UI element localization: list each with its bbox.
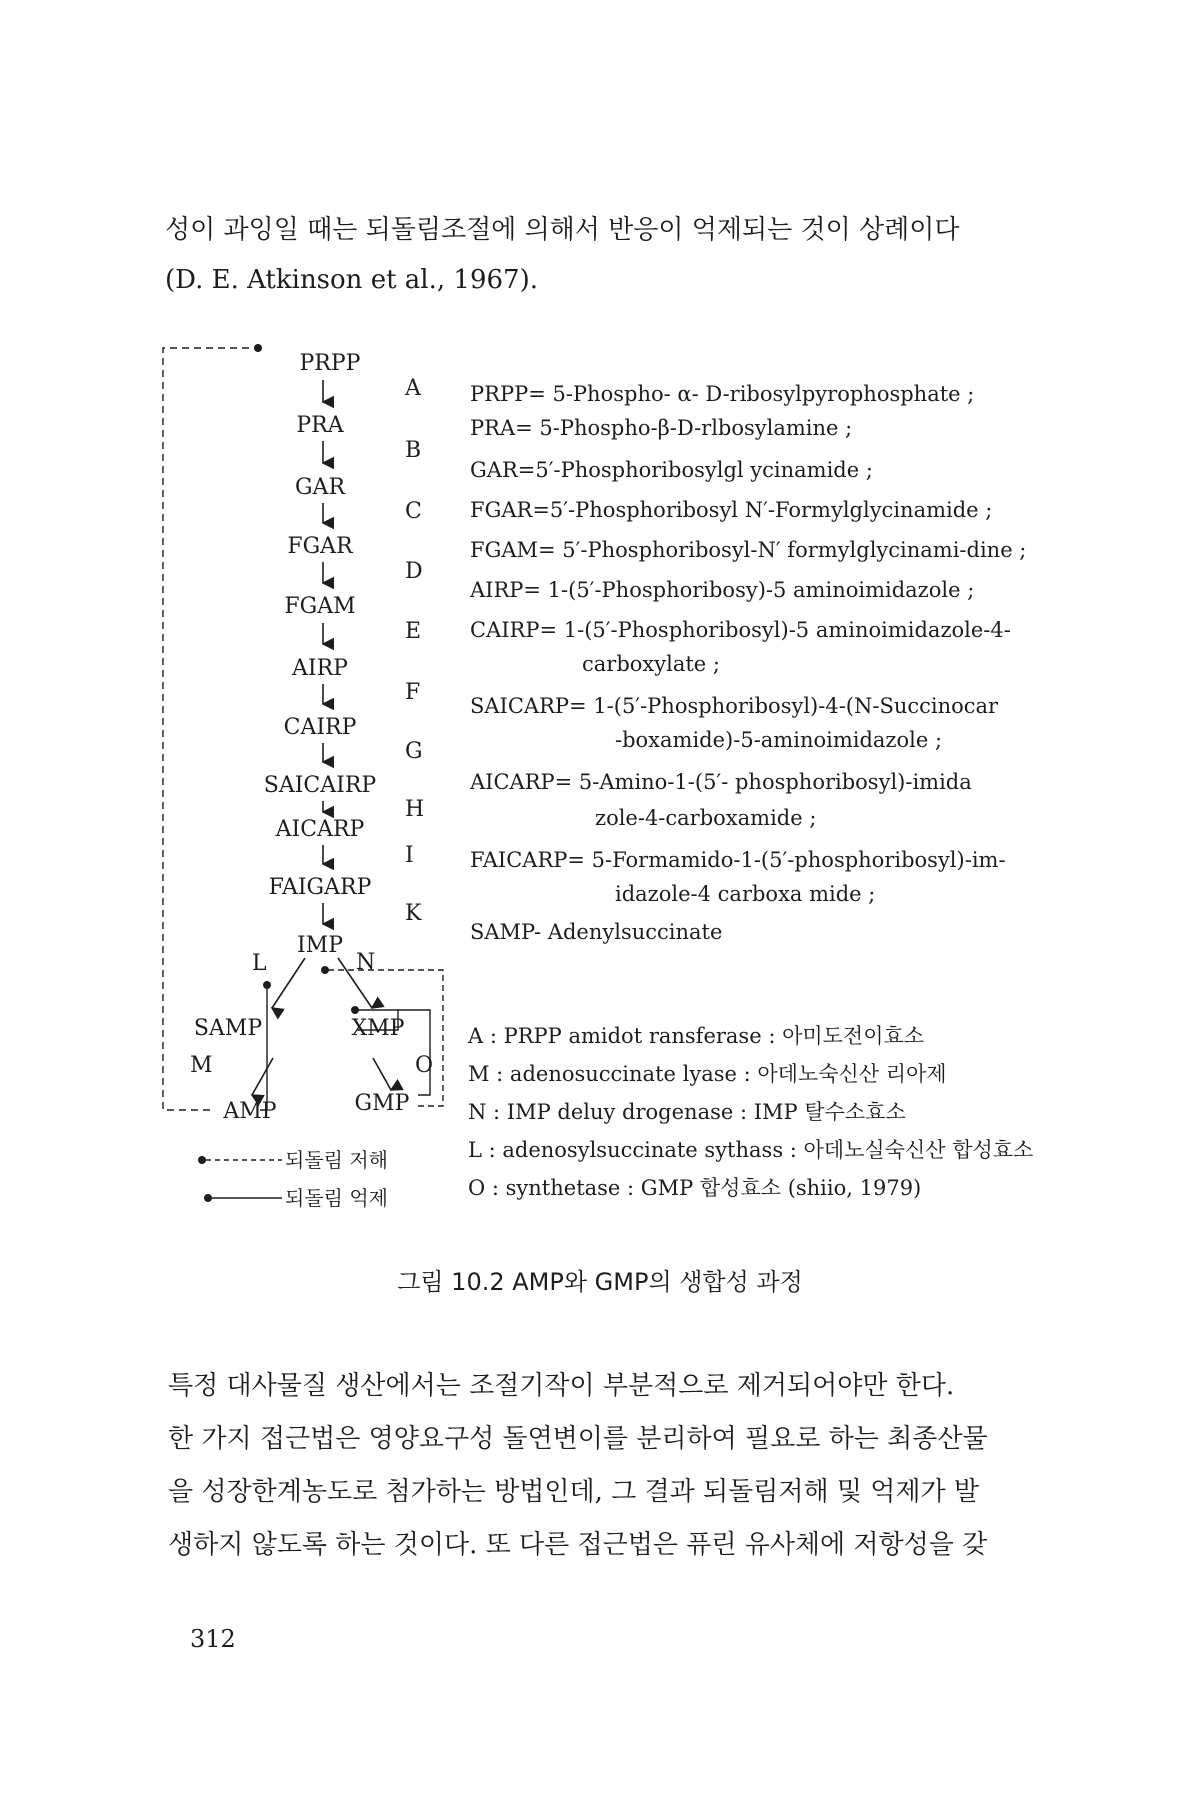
branch-letter-l: L	[252, 951, 267, 976]
intro-paragraph	[165, 205, 1065, 305]
abbr-cairp-cont: carboxylate ;	[582, 652, 720, 676]
node-aicarp: AICARP	[275, 817, 365, 842]
step-letter-g: G	[405, 739, 423, 764]
abbr-faicarp: FAICARP= 5-Formamido-1-(5′-phosphoribosyl)-im-	[470, 848, 1006, 872]
abbr-aicarp-cont: zole-4-carboxamide ;	[595, 806, 817, 830]
node-faigarp: FAIGARP	[268, 875, 372, 900]
legend-dashed-dot	[198, 1156, 206, 1164]
legend-solid-label: 되돌림 억제	[285, 1186, 388, 1210]
enzyme-o: O : synthetase : GMP 합성효소 (shiio, 1979)	[468, 1176, 922, 1200]
intro-line-1: 성이 과잉일 때는 되돌림조절에 의해서 반응이 억제되는 것이 상례이다	[165, 215, 960, 245]
node-fgar: FGAR	[287, 534, 353, 559]
step-letter-d: D	[405, 559, 423, 584]
step-letter-h: H	[405, 797, 425, 822]
abbr-gar: GAR=5′-Phosphoribosylgl ycinamide ;	[470, 458, 873, 482]
node-samp: SAMP	[193, 1016, 263, 1041]
node-amp: AMP	[223, 1099, 277, 1124]
abbr-fgar: FGAR=5′-Phosphoribosyl N′-Formylglycinamide ;	[470, 498, 993, 522]
body-line-4: 생하지 않도록 하는 것이다. 또 다른 접근법은 퓨린 유사체에 저항성을 갖	[168, 1530, 988, 1560]
node-gar: GAR	[294, 475, 346, 500]
page-number: 312	[190, 1625, 236, 1653]
legend-solid-dot	[204, 1194, 212, 1202]
node-cairp: CAIRP	[283, 715, 357, 740]
step-letter-e: E	[405, 619, 422, 644]
legend-dashed-label: 되돌림 저해	[285, 1148, 388, 1172]
node-saicairp: SAICAIRP	[263, 773, 377, 798]
node-prpp: PRPP	[299, 351, 361, 376]
node-pra: PRA	[296, 413, 344, 438]
figure-caption: 그림 10.2 AMP와 GMP의 생합성 과정	[397, 1268, 803, 1296]
node-fgam: FGAM	[284, 594, 356, 619]
body-line-2: 한 가지 접근법은 영양요구성 돌연변이를 분리하여 필요로 하는 최종산물	[168, 1424, 988, 1454]
enzyme-l: L : adenosylsuccinate sythass : 아데노실숙신산 합성효소	[468, 1138, 1034, 1162]
enzyme-m: M : adenosuccinate lyase : 아데노숙신산 리아제	[468, 1062, 947, 1086]
abbr-pra: PRA= 5-Phospho-β-D-rlbosylamine ;	[470, 416, 853, 440]
step-letter-i: I	[405, 843, 414, 868]
abbr-prpp: PRPP= 5-Phospho- α- D-ribosylpyrophosphate ;	[470, 382, 975, 406]
node-xmp: XMP	[351, 1016, 405, 1041]
abbr-aicarp: AICARP= 5-Amino-1-(5′- phosphoribosyl)-imida	[470, 770, 972, 794]
step-letter-f: F	[405, 680, 421, 705]
intro-line-2: (D. E. Atkinson et al., 1967).	[165, 265, 538, 295]
step-letter-k: K	[405, 901, 422, 926]
abbr-faicarp-cont: idazole-4 carboxa mide ;	[615, 882, 876, 906]
abbr-fgam: FGAM= 5′-Phosphoribosyl-N′ formylglycinami-dine ;	[470, 538, 1027, 562]
node-gmp: GMP	[354, 1091, 410, 1116]
body-paragraph	[168, 1360, 1068, 1572]
step-letter-a: A	[405, 376, 421, 401]
step-letter-c: C	[405, 499, 422, 524]
abbr-cairp: CAIRP= 1-(5′-Phosphoribosyl)-5 aminoimidazole-4-	[470, 618, 1011, 642]
enzyme-a: A : PRPP amidot ransferase : 아미도전이효소	[468, 1024, 925, 1048]
legend	[198, 1148, 388, 1210]
abbr-samp: SAMP- Adenylsuccinate	[470, 920, 723, 944]
pathway-diagram	[160, 340, 460, 1220]
branch-letter-n: N	[356, 950, 376, 975]
step-letter-b: B	[405, 438, 422, 463]
enzyme-n: N : IMP deluy drogenase : IMP 탈수소효소	[468, 1100, 906, 1124]
abbr-airp: AIRP= 1-(5′-Phosphoribosy)-5 aminoimidazole ;	[470, 578, 975, 602]
node-imp: IMP	[296, 933, 344, 958]
abbr-saicarp: SAICARP= 1-(5′-Phosphoribosyl)-4-(N-Succinocar	[470, 694, 999, 718]
node-airp: AIRP	[292, 656, 348, 681]
abbr-saicarp-cont: -boxamide)-5-aminoimidazole ;	[615, 728, 943, 752]
body-line-3: 을 성장한계농도로 첨가하는 방법인데, 그 결과 되돌림저해 및 억제가 발	[168, 1477, 980, 1507]
step-letter-o: O	[415, 1053, 434, 1078]
step-letter-m: M	[190, 1053, 213, 1078]
body-line-1: 특정 대사물질 생산에서는 조절기작이 부분적으로 제거되어야만 한다.	[168, 1371, 955, 1401]
